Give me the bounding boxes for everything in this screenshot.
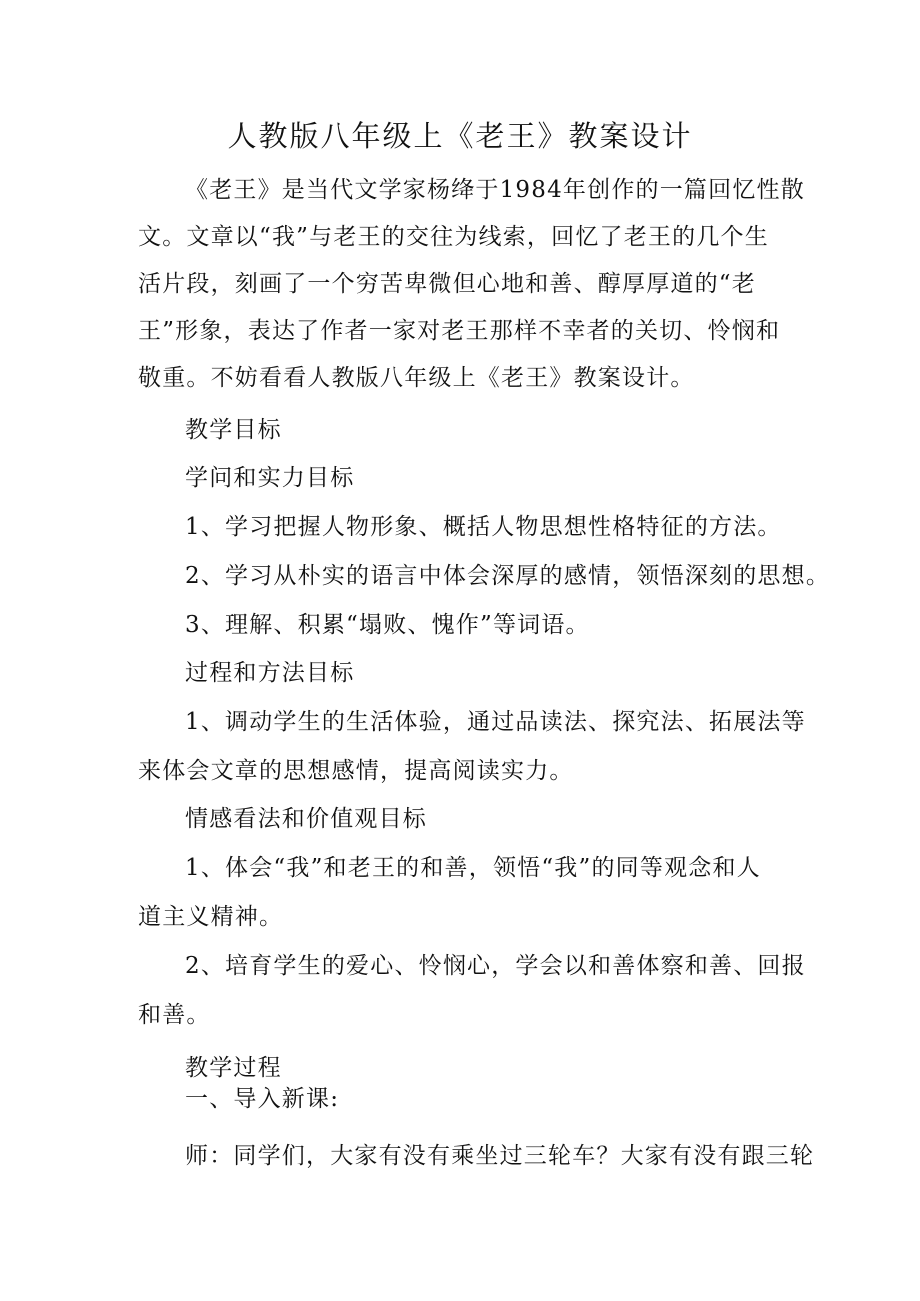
process-item: 1、调动学生的生活体验，通过品读法、探究法、拓展法等 bbox=[185, 709, 806, 735]
process-heading: 过程和方法目标 bbox=[185, 660, 355, 686]
intro-line: 文。文章以“我”与老王的交往为线索，回忆了老王的几个生 bbox=[138, 224, 769, 250]
emotion-item: 1、体会“我”和老王的和善，领悟“我”的同等观念和人 bbox=[185, 855, 761, 881]
emotion-item: 2、培育学生的爱心、怜悯心，学会以和善体察和善、回报 bbox=[185, 953, 806, 979]
process-item: 来体会文章的思想感情，提高阅读实力。 bbox=[138, 758, 574, 784]
section-heading-goals: 教学目标 bbox=[185, 417, 282, 443]
lesson-intro-heading: 一、导入新课: bbox=[185, 1086, 340, 1112]
intro-line: 敬重。不妨看看人教版八年级上《老王》教案设计。 bbox=[138, 365, 695, 391]
knowledge-item: 2、学习从朴实的语言中体会深厚的感情，领悟深刻的思想。 bbox=[185, 563, 831, 589]
teacher-line: 师：同学们，大家有没有乘坐过三轮车？大家有没有跟三轮 bbox=[185, 1143, 815, 1169]
emotion-item: 和善。 bbox=[138, 1002, 211, 1028]
section-heading-process: 教学过程 bbox=[185, 1055, 282, 1081]
intro-line: 《老王》是当代文学家杨绛于1984年创作的一篇回忆性散 bbox=[185, 177, 805, 203]
knowledge-item: 1、学习把握人物形象、概括人物思想性格特征的方法。 bbox=[185, 514, 782, 540]
intro-line: 王”形象，表达了作者一家对老王那样不幸者的关切、怜悯和 bbox=[138, 318, 781, 344]
intro-line: 活片段，刻画了一个穷苦卑微但心地和善、醇厚厚道的“老 bbox=[138, 271, 756, 297]
emotion-item: 道主义精神。 bbox=[138, 904, 284, 930]
emotion-heading: 情感看法和价值观目标 bbox=[185, 806, 427, 832]
knowledge-item: 3、理解、积累“塌败、愧作”等词语。 bbox=[185, 612, 590, 638]
knowledge-heading: 学问和实力目标 bbox=[185, 465, 355, 491]
document-title: 人教版八年级上《老王》教案设计 bbox=[227, 119, 693, 153]
